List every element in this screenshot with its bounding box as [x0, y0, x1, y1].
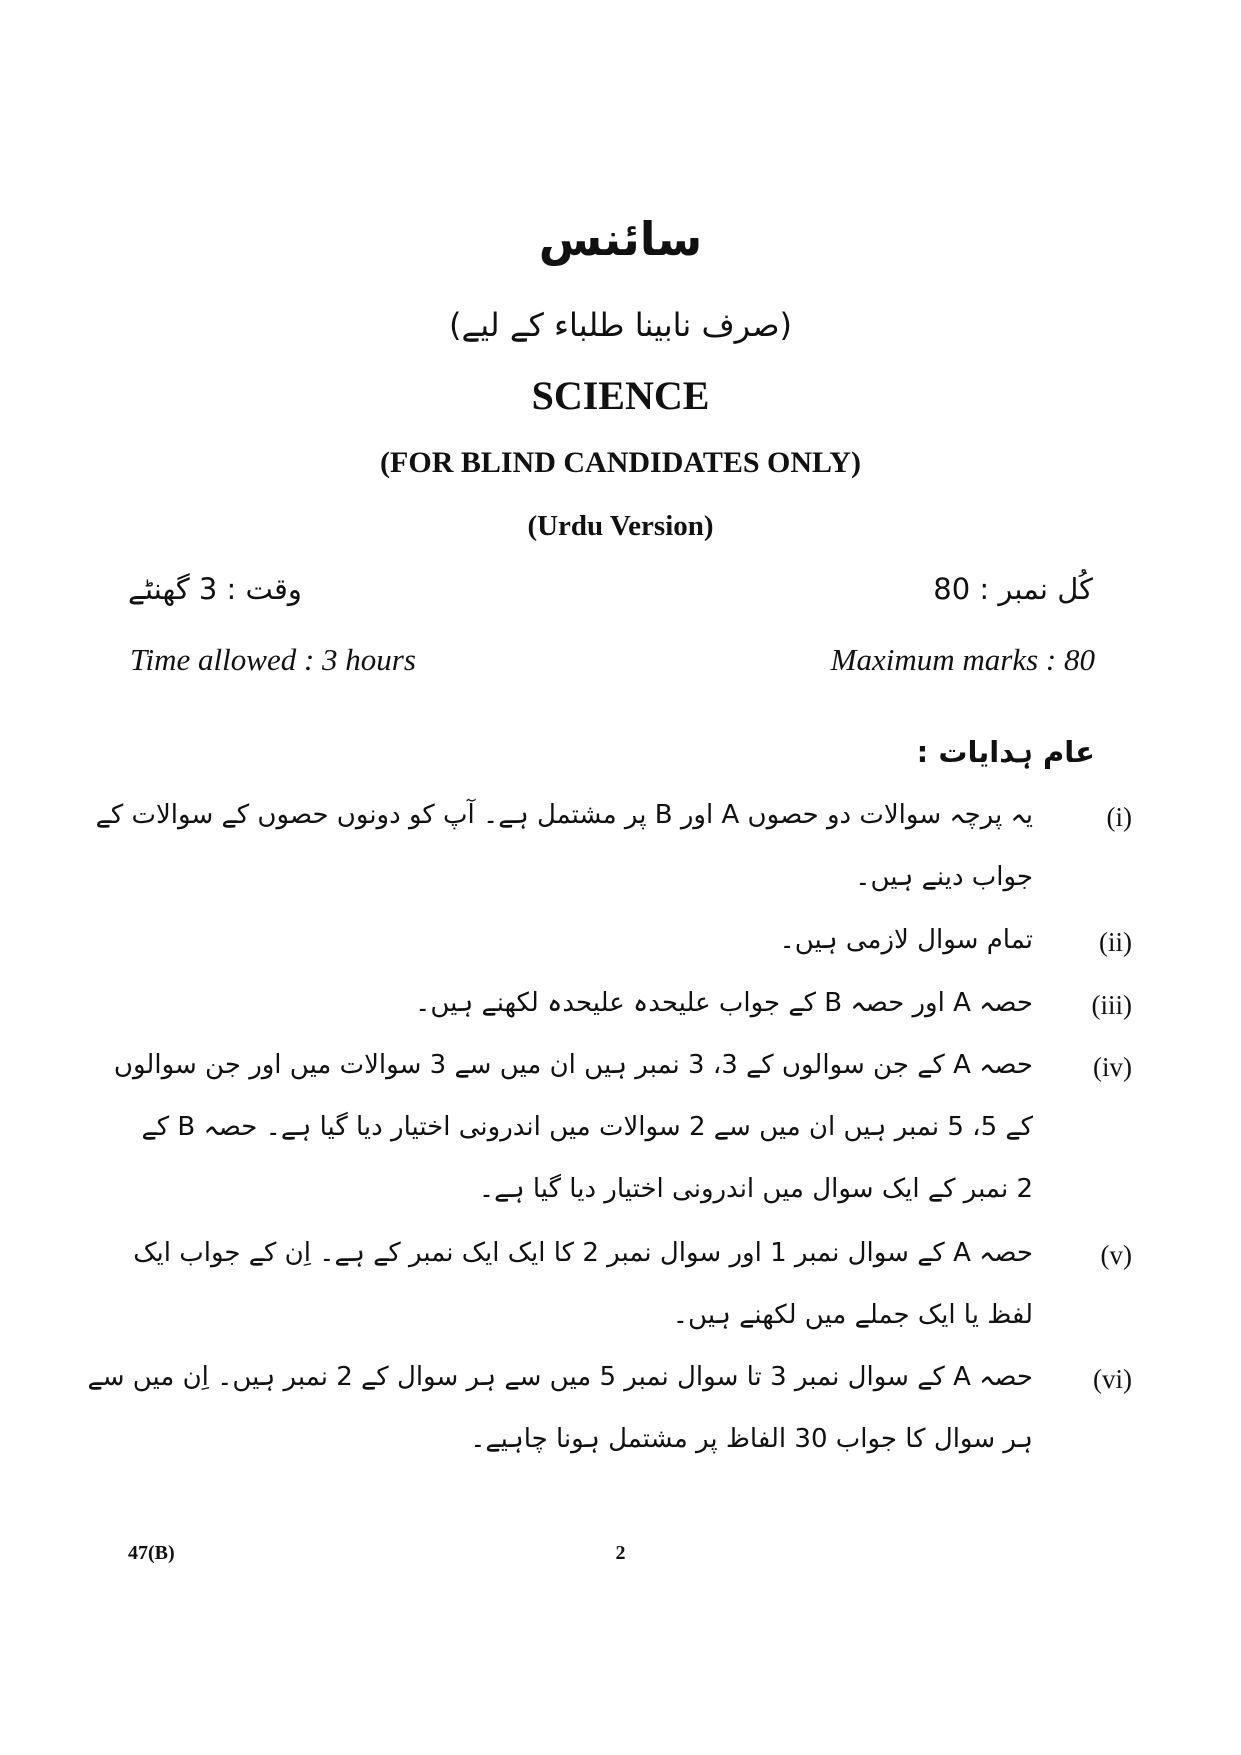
instructions-heading: عام ہدایات : [916, 735, 1095, 769]
page-number: 2 [615, 1542, 626, 1564]
instruction-number: (iii) [1091, 990, 1132, 1020]
instruction-number: (i) [1106, 802, 1132, 832]
instruction-number: (v) [1100, 1240, 1132, 1270]
time-allowed-urdu: وقت : 3 گھنٹے [128, 572, 302, 606]
instruction-number: (vi) [1093, 1364, 1132, 1394]
page-title: SCIENCE [531, 373, 710, 418]
instruction-line: حصہ A کے جن سوالوں کے 3، 3 نمبر ہیں ان میں سے 3 سوالات میں اور جن سوالوں [113, 1050, 1033, 1080]
instruction-line: ہر سوال کا جواب 30 الفاظ پر مشتمل ہونا چاہیے۔ [470, 1424, 1033, 1454]
instruction-line: یہ پرچہ سوالات دو حصوں A اور B پر مشتمل ہے۔ آپ کو دونوں حصوں کے سوالات کے [95, 800, 1033, 830]
instruction-line: تمام سوال لازمی ہیں۔ [779, 925, 1033, 955]
urdu-subtitle: (صرف نابینا طلباء کے لیے) [449, 306, 792, 344]
instruction-line: حصہ A اور حصہ B کے جواب علیحدہ علیحدہ لکھنے ہیں۔ [415, 988, 1033, 1018]
instruction-line: لفظ یا ایک جملے میں لکھنے ہیں۔ [672, 1300, 1033, 1330]
instruction-number: (iv) [1093, 1052, 1132, 1082]
max-marks: Maximum marks : 80 [830, 642, 1095, 677]
instruction-line: 2 نمبر کے ایک سوال میں اندرونی اختیار دیا گیا ہے۔ [478, 1174, 1033, 1204]
page-subtitle: (FOR BLIND CANDIDATES ONLY) [380, 446, 861, 479]
version-label: (Urdu Version) [527, 510, 714, 542]
instruction-line: جواب دینے ہیں۔ [855, 862, 1033, 892]
urdu-title: سائنس [538, 212, 703, 266]
instruction-line: حصہ A کے سوال نمبر 1 اور سوال نمبر 2 کا ایک ایک نمبر کے ہے۔ اِن کے جواب ایک [133, 1238, 1033, 1268]
max-marks-urdu: کُل نمبر : 80 [933, 572, 1093, 606]
instruction-line: کے 5، 5 نمبر ہیں ان میں سے 2 سوالات میں اندرونی اختیار دیا گیا ہے۔ حصہ B کے [141, 1112, 1033, 1142]
instruction-line: حصہ A کے سوال نمبر 3 تا سوال نمبر 5 میں سے ہر سوال کے 2 نمبر ہیں۔ اِن میں سے [87, 1362, 1033, 1392]
paper-code: 47(B) [128, 1542, 175, 1564]
instruction-number: (ii) [1099, 927, 1132, 957]
time-allowed: Time allowed : 3 hours [130, 642, 416, 677]
